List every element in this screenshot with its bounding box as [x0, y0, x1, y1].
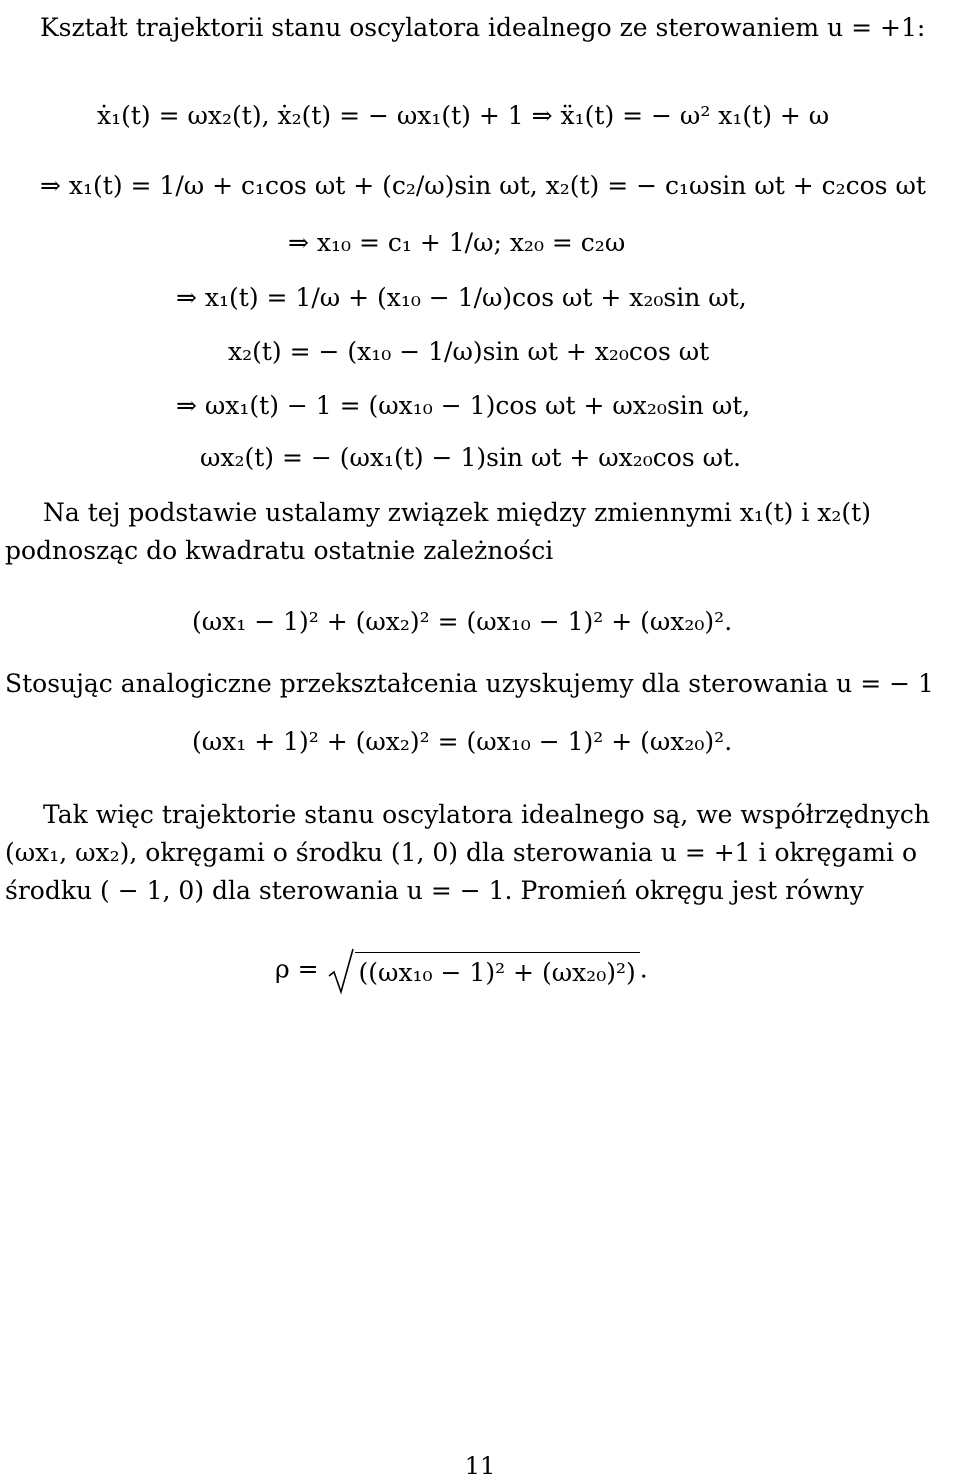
equation-circle-plus: (ωx₁ − 1)² + (ωx₂)² = (ωx₁₀ − 1)² + (ωx₂₀)².	[192, 607, 733, 636]
equation-line: ⇒ x₁(t) = 1/ω + c₁cos ωt + (c₂/ω)sin ωt, x₂(t) = − c₁ωsin ωt + c₂cos ωt	[40, 171, 926, 200]
equation-line: ẋ₁(t) = ωx₂(t), ẋ₂(t) = − ωx₁(t) + 1 ⇒ ẍ₁(t) = − ω² x₁(t) + ω	[97, 101, 830, 130]
paragraph-conclusion: Tak więc trajektorie stanu oscylatora idealnego są, we współrzędnych (ωx₁, ωx₂), okręgami o środku (1, 0) dla sterowania u = +1 i okręgami o środku ( − 1, 0) dla sterowania u = − 1. Promień okręgu jest równy	[5, 800, 930, 905]
heading: Kształt trajektorii stanu oscylatora idealnego ze sterowaniem u = +1:	[40, 13, 926, 42]
equation-circle-minus: (ωx₁ + 1)² + (ωx₂)² = (ωx₁₀ − 1)² + (ωx₂₀)².	[192, 727, 733, 756]
radius-radicand: ((ωx₁₀ − 1)² + (ωx₂₀)²)	[355, 952, 640, 991]
radius-suffix: .	[639, 954, 648, 984]
equation-line: ⇒ x₁(t) = 1/ω + (x₁₀ − 1/ω)cos ωt + x₂₀sin ωt,	[176, 283, 747, 312]
equation-line: ⇒ ωx₁(t) − 1 = (ωx₁₀ − 1)cos ωt + ωx₂₀sin ωt,	[176, 391, 751, 420]
radius-lhs: ρ =	[275, 954, 319, 984]
square-root-sign	[327, 946, 355, 996]
paragraph-relation: Na tej podstawie ustalamy związek między zmiennymi x₁(t) i x₂(t) podnosząc do kwadratu ostatnie zależności	[5, 498, 871, 565]
paragraph-minus-control: Stosując analogiczne przekształcenia uzyskujemy dla sterowania u = − 1	[5, 669, 934, 698]
equation-line: ωx₂(t) = − (ωx₁(t) − 1)sin ωt + ωx₂₀cos ωt.	[200, 443, 741, 472]
page-number: 11	[464, 1452, 496, 1480]
equation-line: ⇒ x₁₀ = c₁ + 1/ω; x₂₀ = c₂ω	[288, 228, 626, 257]
radius-equation	[275, 946, 648, 996]
equation-line: x₂(t) = − (x₁₀ − 1/ω)sin ωt + x₂₀cos ωt	[228, 337, 710, 366]
